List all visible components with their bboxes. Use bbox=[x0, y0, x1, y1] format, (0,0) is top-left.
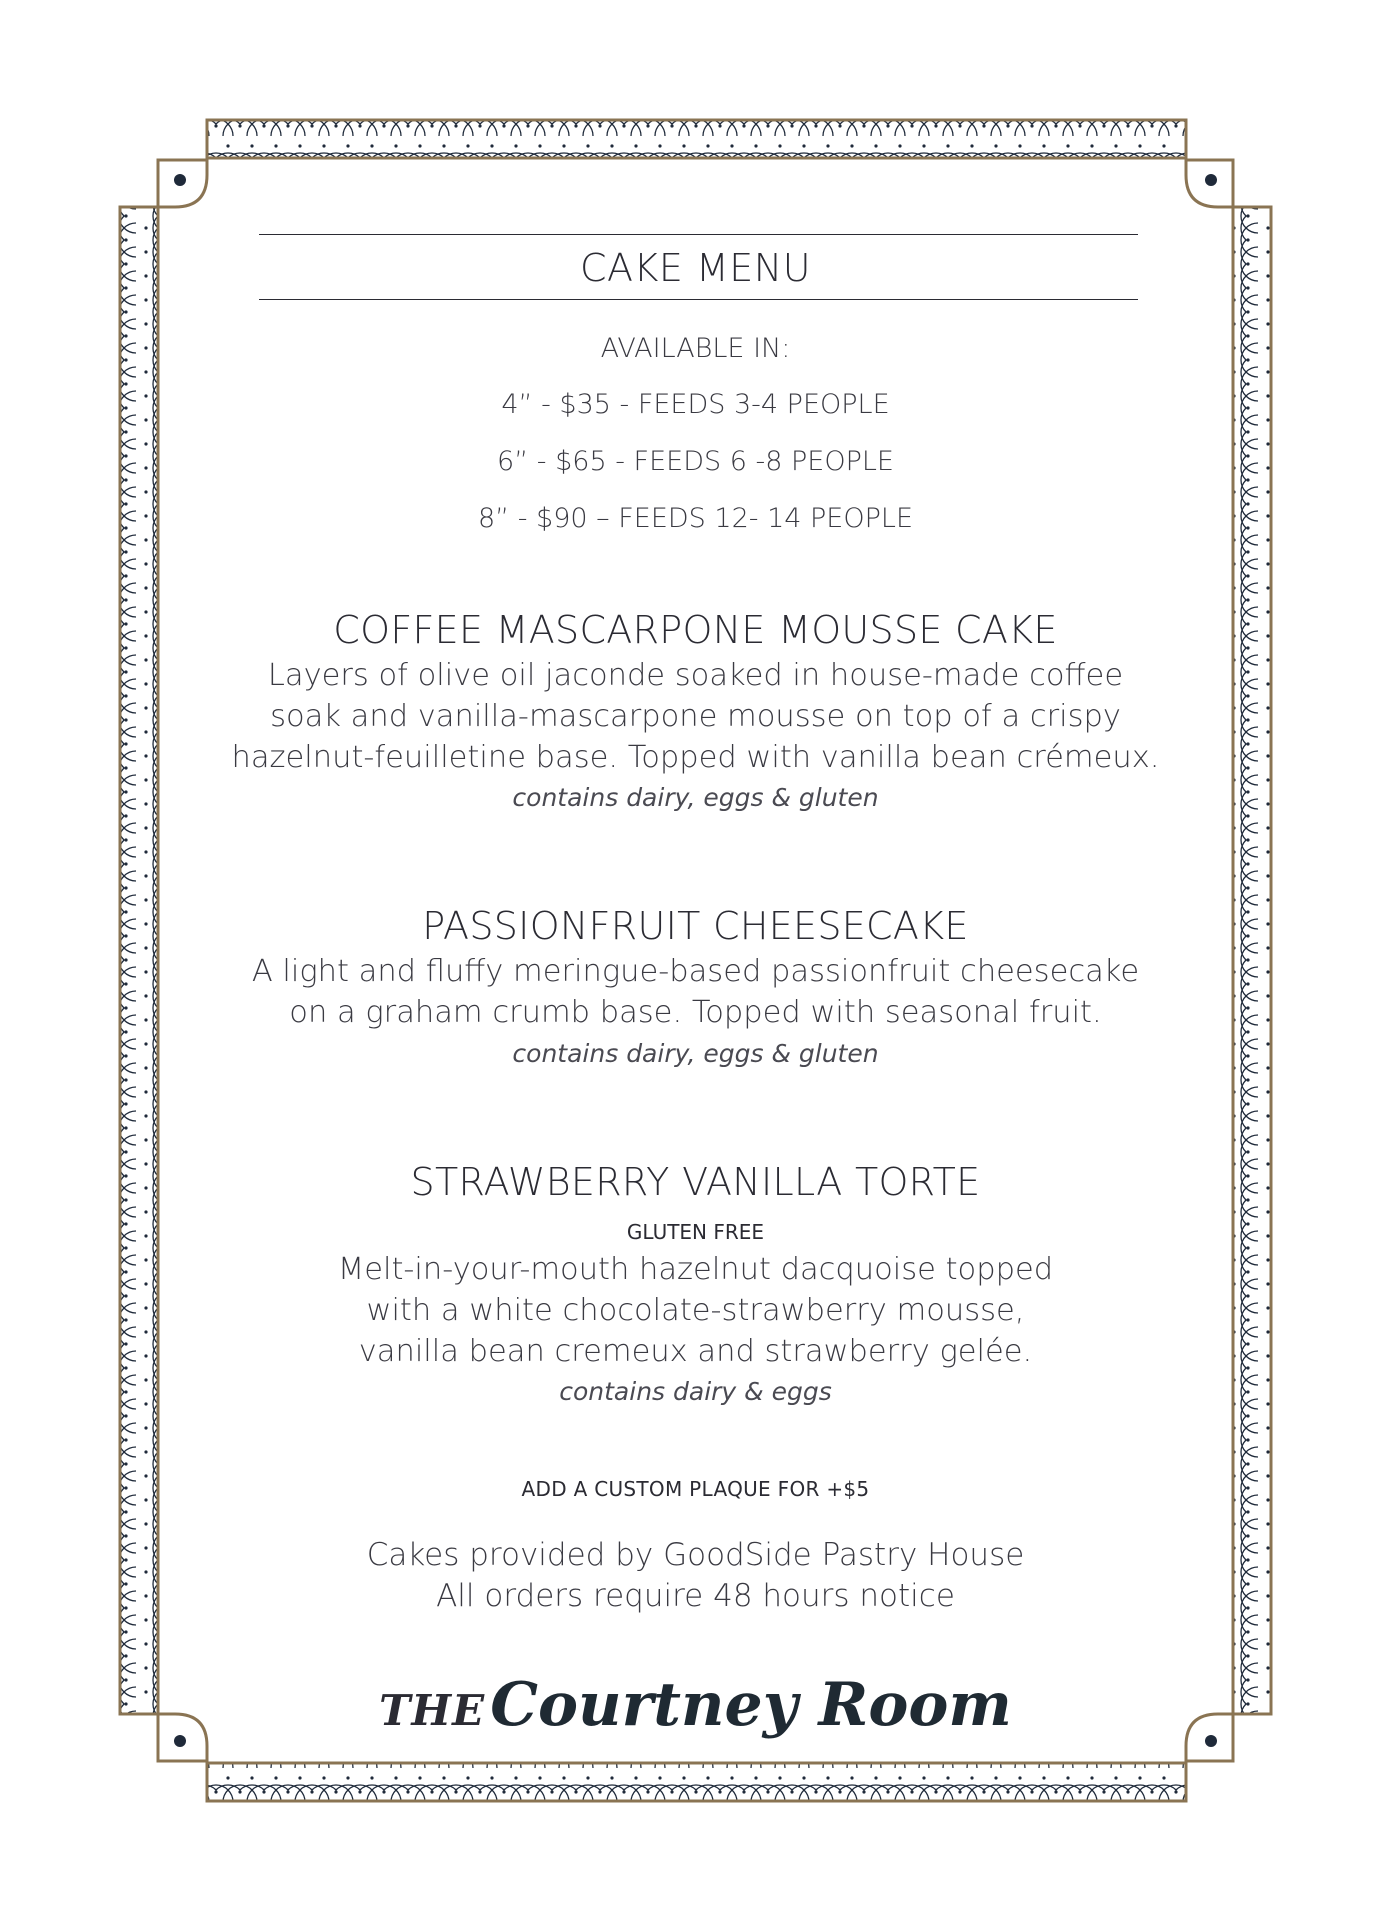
item-description bbox=[0, 951, 1391, 1033]
footer-line: All orders require 48 hours notice bbox=[436, 1578, 955, 1614]
size-option: 4” - $35 - FEEDS 3-4 PEOPLE bbox=[501, 389, 890, 420]
title-rule-top bbox=[259, 234, 1138, 235]
description-line: Layers of olive oil jaconde soaked in house-made coffee bbox=[267, 658, 1124, 693]
item-title: COFFEE MASCARPONE MOUSSE CAKE bbox=[333, 608, 1058, 652]
plaque-note: ADD A CUSTOM PLAQUE FOR +$5 bbox=[521, 1477, 870, 1501]
description-line: A light and fluffy meringue-based passionfruit cheesecake bbox=[251, 954, 1140, 989]
gluten-free-tag: GLUTEN FREE bbox=[626, 1220, 765, 1244]
item-title: STRAWBERRY VANILLA TORTE bbox=[410, 1160, 981, 1204]
corner-dot-tl bbox=[174, 174, 186, 186]
corner-dot-tr bbox=[1205, 174, 1217, 186]
description-line: vanilla bean cremeux and strawberry gelée. bbox=[358, 1334, 1033, 1369]
item-description bbox=[0, 1249, 1391, 1372]
allergen-note: contains dairy, eggs & gluten bbox=[512, 1039, 879, 1068]
description-line: hazelnut-feuilletine base. Topped with vanilla bean crémeux. bbox=[231, 740, 1160, 775]
item-title: PASSIONFRUIT CHEESECAKE bbox=[422, 904, 969, 948]
page-title: CAKE MENU bbox=[579, 246, 812, 290]
venue-logo bbox=[0, 1670, 1391, 1755]
description-line: with a white chocolate-strawberry mousse, bbox=[366, 1293, 1025, 1328]
description-line: Melt-in-your-mouth hazelnut dacquoise topped bbox=[337, 1252, 1054, 1287]
available-label: AVAILABLE IN: bbox=[600, 333, 791, 364]
allergen-note: contains dairy & eggs bbox=[559, 1377, 832, 1406]
logo-prefix: THE bbox=[379, 1686, 486, 1735]
description-line: soak and vanilla-mascarpone mousse on top of a crispy bbox=[270, 699, 1121, 734]
item-description bbox=[0, 655, 1391, 778]
size-option: 8” - $90 – FEEDS 12- 14 PEOPLE bbox=[477, 503, 914, 534]
allergen-note: contains dairy, eggs & gluten bbox=[512, 783, 879, 812]
logo-name: Courtney Room bbox=[490, 1670, 1012, 1740]
title-rule-bottom bbox=[259, 299, 1138, 300]
description-line: on a graham crumb base. Topped with seasonal fruit. bbox=[289, 995, 1102, 1030]
size-option: 6” - $65 - FEEDS 6 -8 PEOPLE bbox=[497, 446, 894, 477]
footer-line: Cakes provided by GoodSide Pastry House bbox=[366, 1537, 1025, 1573]
footer-note bbox=[0, 1535, 1391, 1617]
